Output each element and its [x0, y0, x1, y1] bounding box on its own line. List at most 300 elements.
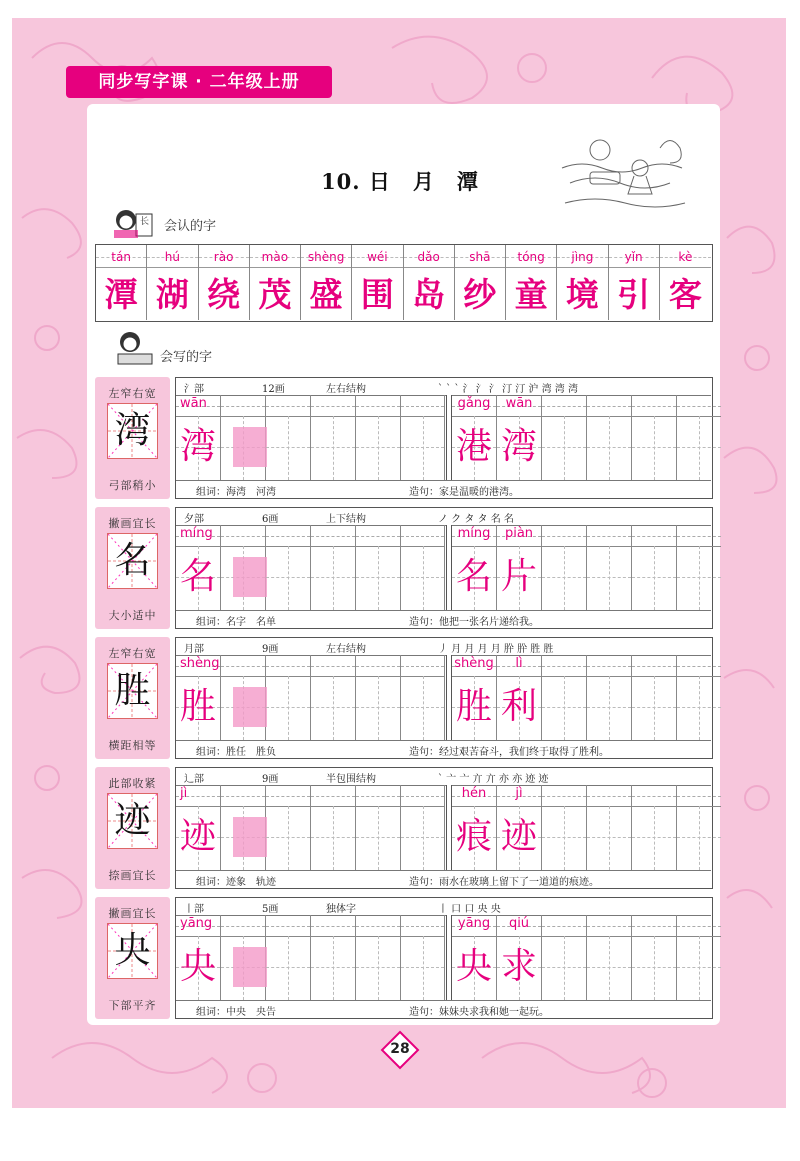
practice-cell[interactable] — [401, 915, 445, 1000]
pinyin-guide-line — [542, 926, 586, 927]
writing-tip-top: 撇画宜长 — [108, 907, 157, 920]
pinyin-guide-line — [356, 536, 400, 537]
pinyin-guide-line — [221, 666, 265, 667]
cell-vertical-guide — [609, 806, 610, 870]
lake-scene-illustration — [560, 128, 690, 218]
word-pinyin: shèng — [454, 656, 494, 671]
trace-character-shadow — [233, 817, 267, 857]
practice-cell[interactable] — [176, 785, 221, 870]
pinyin-guide-line — [266, 926, 310, 927]
pinyin-guide-line — [677, 796, 721, 797]
cell-horizontal-guide — [632, 447, 676, 448]
practice-cell[interactable] — [356, 915, 401, 1000]
cell-vertical-guide — [699, 546, 700, 610]
practice-cell[interactable] — [542, 395, 587, 480]
info-strokes: 9画 — [262, 774, 279, 785]
read-pinyin: shā — [469, 250, 491, 264]
practice-cell[interactable] — [266, 915, 311, 1000]
cell-horizontal-guide — [356, 707, 400, 708]
model-character-panel — [95, 377, 170, 499]
model-character-box — [107, 403, 158, 459]
usage-row — [176, 740, 711, 758]
cell-vertical-guide — [378, 546, 379, 610]
pinyin-base-line — [557, 267, 607, 268]
practice-cell[interactable] — [497, 655, 542, 740]
model-character-panel — [95, 897, 170, 1019]
grid-separator — [446, 525, 452, 610]
cell-horizontal-guide — [266, 447, 310, 448]
pinyin-guide-line — [401, 666, 444, 667]
read-character: 境 — [565, 275, 599, 314]
cell-vertical-guide — [423, 546, 424, 610]
cell-horizontal-guide — [401, 707, 444, 708]
pinyin-base-line — [352, 267, 402, 268]
writing-block — [95, 637, 713, 759]
practice-cell[interactable] — [632, 785, 677, 870]
pinyin-guide-line — [356, 406, 400, 407]
info-radical: 丨部 — [184, 904, 204, 915]
read-cell — [506, 245, 557, 320]
info-structure: 左右结构 — [326, 384, 366, 395]
page-number: 28 — [380, 1030, 420, 1070]
cell-horizontal-guide — [632, 837, 676, 838]
model-character: 胜 — [114, 670, 151, 711]
practice-cell[interactable] — [677, 785, 721, 870]
word-character: 央 — [455, 946, 492, 987]
cell-vertical-guide — [654, 546, 655, 610]
word-pinyin: hén — [461, 786, 487, 801]
pinyin-guide-line — [587, 926, 631, 927]
practice-cell[interactable] — [587, 655, 632, 740]
practice-area — [175, 897, 713, 1019]
sentence-example: 造句：雨水在玻璃上留下了一道道的痕迹。 — [409, 877, 599, 888]
read-pinyin: yǐn — [624, 250, 643, 264]
word-character: 求 — [500, 946, 537, 987]
cell-horizontal-guide — [542, 707, 586, 708]
practice-cell[interactable] — [497, 785, 542, 870]
pinyin-guide-line — [542, 406, 586, 407]
word-pinyin: míng — [457, 526, 491, 541]
practice-cell[interactable] — [452, 915, 497, 1000]
practice-cell[interactable] — [401, 395, 445, 480]
pinyin-guide-line — [401, 406, 444, 407]
pinyin-guide-line — [356, 926, 400, 927]
practice-cell[interactable] — [401, 655, 445, 740]
cell-vertical-guide — [333, 936, 334, 1000]
pinyin-guide-line — [632, 796, 676, 797]
word-pinyin: qiú — [508, 916, 530, 931]
read-characters-row — [95, 244, 713, 322]
pinyin-base-line — [147, 267, 197, 268]
pinyin-guide-line — [311, 926, 355, 927]
read-pinyin: jìng — [571, 250, 594, 264]
read-pinyin: kè — [678, 250, 693, 264]
read-pinyin: wéi — [367, 250, 388, 264]
practice-cell[interactable] — [542, 785, 587, 870]
info-structure: 半包围结构 — [326, 774, 376, 785]
read-cell — [199, 245, 250, 320]
info-structure: 左右结构 — [326, 644, 366, 655]
read-cell — [455, 245, 506, 320]
model-character: 名 — [114, 540, 151, 581]
practice-pinyin: shèng — [180, 656, 220, 671]
cell-vertical-guide — [699, 806, 700, 870]
pinyin-guide-line — [311, 796, 355, 797]
read-character: 绕 — [207, 275, 241, 314]
practice-cell[interactable] — [632, 915, 677, 1000]
pinyin-guide-line — [311, 406, 355, 407]
cell-vertical-guide — [423, 806, 424, 870]
cell-vertical-guide — [378, 806, 379, 870]
pinyin-guide-line — [632, 406, 676, 407]
word-pinyin: yāng — [457, 916, 491, 931]
word-examples: 组词：海湾 河湾 — [196, 487, 276, 498]
cell-vertical-guide — [699, 416, 700, 480]
cell-vertical-guide — [654, 416, 655, 480]
cell-horizontal-guide — [266, 577, 310, 578]
practice-cell[interactable] — [452, 655, 497, 740]
model-character-panel — [95, 767, 170, 889]
practice-cell[interactable] — [677, 915, 721, 1000]
pinyin-guide-line — [356, 796, 400, 797]
writing-block — [95, 377, 713, 499]
cell-horizontal-guide — [356, 967, 400, 968]
cell-vertical-guide — [423, 676, 424, 740]
read-cell — [147, 245, 198, 320]
practice-pinyin: wān — [180, 396, 207, 411]
writing-block — [95, 767, 713, 889]
read-character: 茂 — [258, 275, 292, 314]
pinyin-base-line — [96, 267, 146, 268]
info-radical: 夕部 — [184, 514, 204, 525]
character-info-row — [176, 378, 711, 396]
practice-cell[interactable] — [587, 395, 632, 480]
writing-tip-top: 左窄右宽 — [108, 387, 157, 400]
practice-cell[interactable] — [221, 655, 266, 740]
grid-separator — [446, 785, 452, 870]
practice-grid — [176, 395, 711, 480]
cell-horizontal-guide — [587, 967, 631, 968]
practice-grid — [176, 655, 711, 740]
read-cell — [301, 245, 352, 320]
character-info-row — [176, 768, 711, 786]
practice-character: 胜 — [179, 686, 216, 727]
pinyin-guide-line — [542, 536, 586, 537]
practice-cell[interactable] — [497, 525, 542, 610]
cell-vertical-guide — [564, 806, 565, 870]
cell-horizontal-guide — [542, 837, 586, 838]
practice-grid — [176, 915, 711, 1000]
read-cell — [557, 245, 608, 320]
read-pinyin: rào — [213, 250, 234, 264]
read-pinyin: tán — [111, 250, 131, 264]
read-pinyin: tóng — [517, 250, 545, 264]
cell-vertical-guide — [654, 676, 655, 740]
practice-cell[interactable] — [401, 785, 445, 870]
cell-horizontal-guide — [677, 967, 721, 968]
practice-cell[interactable] — [311, 655, 356, 740]
usage-row — [176, 480, 711, 498]
practice-cell[interactable] — [632, 655, 677, 740]
practice-area — [175, 507, 713, 629]
practice-cell[interactable] — [221, 395, 266, 480]
read-cell — [404, 245, 455, 320]
writing-block — [95, 507, 713, 629]
cell-horizontal-guide — [677, 707, 721, 708]
word-character: 片 — [500, 556, 537, 597]
practice-cell[interactable] — [587, 525, 632, 610]
pinyin-base-line — [301, 267, 351, 268]
practice-cell[interactable] — [356, 525, 401, 610]
cell-vertical-guide — [288, 936, 289, 1000]
practice-cell[interactable] — [497, 915, 542, 1000]
read-cell — [96, 245, 147, 320]
cell-horizontal-guide — [311, 577, 355, 578]
practice-cell[interactable] — [266, 395, 311, 480]
practice-cell[interactable] — [221, 525, 266, 610]
cell-horizontal-guide — [311, 707, 355, 708]
practice-cell[interactable] — [176, 525, 221, 610]
model-character: 湾 — [114, 410, 151, 451]
practice-cell[interactable] — [677, 395, 721, 480]
cell-horizontal-guide — [311, 447, 355, 448]
cell-horizontal-guide — [401, 967, 444, 968]
practice-grid — [176, 785, 711, 870]
info-order: ノ ク タ タ 名 名 — [438, 514, 514, 525]
practice-cell[interactable] — [401, 525, 445, 610]
pinyin-guide-line — [401, 926, 444, 927]
practice-pinyin: yāng — [180, 916, 213, 931]
word-pinyin: piàn — [504, 526, 534, 541]
pinyin-guide-line — [587, 796, 631, 797]
practice-cell[interactable] — [266, 655, 311, 740]
cell-horizontal-guide — [311, 837, 355, 838]
grid-separator — [446, 655, 452, 740]
writing-tip-bottom: 横距相等 — [108, 739, 157, 752]
section-badge: 长 — [140, 217, 150, 227]
info-order: ` ` ` 氵 氵 氵 汀 汀 沪 湾 湾 湾 — [438, 384, 578, 395]
usage-row — [176, 1000, 711, 1018]
practice-cell[interactable] — [356, 395, 401, 480]
practice-cell[interactable] — [311, 525, 356, 610]
grid-separator — [446, 915, 452, 1000]
pinyin-guide-line — [677, 666, 721, 667]
writing-tip-bottom: 捺画宜长 — [108, 869, 157, 882]
pinyin-base-line — [660, 267, 711, 268]
word-pinyin: jì — [515, 786, 523, 801]
cell-horizontal-guide — [587, 837, 631, 838]
practice-cell[interactable] — [266, 785, 311, 870]
word-examples: 组词：胜任 胜负 — [196, 747, 276, 758]
cell-vertical-guide — [333, 546, 334, 610]
writing-tip-bottom: 大小适中 — [108, 609, 157, 622]
read-character: 湖 — [155, 275, 189, 314]
pinyin-guide-line — [677, 536, 721, 537]
pinyin-guide-line — [542, 796, 586, 797]
usage-row — [176, 610, 711, 628]
pinyin-guide-line — [266, 406, 310, 407]
usage-row — [176, 870, 711, 888]
pinyin-base-line — [199, 267, 249, 268]
pinyin-guide-line — [221, 406, 265, 407]
pinyin-guide-line — [401, 536, 444, 537]
read-character: 盛 — [309, 275, 343, 314]
info-radical: 月部 — [184, 644, 204, 655]
cell-vertical-guide — [609, 676, 610, 740]
practice-cell[interactable] — [356, 785, 401, 870]
model-character-box — [107, 923, 158, 979]
cell-vertical-guide — [564, 416, 565, 480]
practice-character: 名 — [179, 556, 216, 597]
info-radical: 氵部 — [184, 384, 204, 395]
character-info-row — [176, 638, 711, 656]
practice-cell[interactable] — [221, 785, 266, 870]
word-pinyin: wān — [505, 396, 533, 411]
pinyin-guide-line — [677, 926, 721, 927]
model-character: 迹 — [114, 800, 151, 841]
cell-horizontal-guide — [632, 707, 676, 708]
pinyin-guide-line — [356, 666, 400, 667]
cell-horizontal-guide — [677, 447, 721, 448]
pinyin-guide-line — [266, 666, 310, 667]
word-examples: 组词：迹象 轨迹 — [196, 877, 276, 888]
cell-vertical-guide — [609, 546, 610, 610]
cell-vertical-guide — [288, 546, 289, 610]
practice-cell[interactable] — [587, 785, 632, 870]
cell-horizontal-guide — [356, 577, 400, 578]
cell-horizontal-guide — [677, 577, 721, 578]
practice-area — [175, 377, 713, 499]
read-cell — [660, 245, 711, 320]
model-character-box — [107, 663, 158, 719]
read-pinyin: mào — [261, 250, 289, 264]
info-structure: 独体字 — [326, 904, 356, 915]
cell-vertical-guide — [564, 676, 565, 740]
cell-vertical-guide — [609, 936, 610, 1000]
practice-cell[interactable] — [452, 785, 497, 870]
cell-horizontal-guide — [587, 577, 631, 578]
section-write-label: 会写的字 — [160, 350, 213, 365]
cell-vertical-guide — [654, 936, 655, 1000]
character-info-row — [176, 508, 711, 526]
practice-cell[interactable] — [176, 655, 221, 740]
cell-vertical-guide — [288, 676, 289, 740]
practice-cell[interactable] — [677, 655, 721, 740]
pinyin-base-line — [609, 267, 659, 268]
practice-cell[interactable] — [632, 395, 677, 480]
info-radical: 辶部 — [184, 774, 204, 785]
sentence-example: 造句：家是温暖的港湾。 — [409, 487, 519, 498]
pinyin-guide-line — [311, 666, 355, 667]
practice-cell[interactable] — [356, 655, 401, 740]
pinyin-guide-line — [542, 666, 586, 667]
cell-vertical-guide — [564, 546, 565, 610]
cell-horizontal-guide — [266, 967, 310, 968]
practice-cell[interactable] — [542, 915, 587, 1000]
practice-area — [175, 767, 713, 889]
read-cell — [352, 245, 403, 320]
cell-horizontal-guide — [587, 707, 631, 708]
practice-cell[interactable] — [452, 395, 497, 480]
pinyin-guide-line — [401, 796, 444, 797]
cell-horizontal-guide — [677, 837, 721, 838]
word-character: 湾 — [500, 426, 537, 467]
practice-cell[interactable] — [632, 525, 677, 610]
practice-cell[interactable] — [587, 915, 632, 1000]
practice-cell[interactable] — [266, 525, 311, 610]
practice-cell[interactable] — [542, 655, 587, 740]
trace-character-shadow — [233, 427, 267, 467]
pinyin-guide-line — [266, 536, 310, 537]
cell-vertical-guide — [609, 416, 610, 480]
word-character: 名 — [455, 556, 492, 597]
practice-cell[interactable] — [497, 395, 542, 480]
practice-cell[interactable] — [176, 915, 221, 1000]
practice-cell[interactable] — [542, 525, 587, 610]
word-character: 痕 — [455, 816, 492, 857]
practice-cell[interactable] — [677, 525, 721, 610]
page-title: 10. 日 月 潭 — [321, 169, 479, 194]
cell-vertical-guide — [378, 676, 379, 740]
girl-writing-icon — [112, 330, 158, 366]
series-badge: 同步写字课 · 二年级上册 — [66, 66, 332, 98]
sentence-example: 造句：妹妹央求我和她一起玩。 — [409, 1007, 549, 1018]
info-order: 丨 口 口 央 央 — [438, 904, 501, 915]
practice-cell[interactable] — [176, 395, 221, 480]
girl-reading-icon — [110, 206, 156, 240]
cell-horizontal-guide — [542, 577, 586, 578]
read-pinyin: hú — [164, 250, 180, 264]
practice-cell[interactable] — [311, 785, 356, 870]
info-strokes: 5画 — [262, 904, 279, 915]
cell-horizontal-guide — [356, 447, 400, 448]
writing-tip-top: 此部收紧 — [108, 777, 157, 790]
cell-horizontal-guide — [401, 577, 444, 578]
pinyin-base-line — [455, 267, 505, 268]
cell-horizontal-guide — [542, 447, 586, 448]
cell-vertical-guide — [288, 806, 289, 870]
practice-cell[interactable] — [221, 915, 266, 1000]
cell-vertical-guide — [564, 936, 565, 1000]
read-character: 潭 — [104, 275, 138, 314]
trace-character-shadow — [233, 947, 267, 987]
info-order: 丿 月 月 月 月 肸 肸 胜 胜 — [438, 644, 554, 655]
writing-block — [95, 897, 713, 1019]
practice-character: 央 — [179, 946, 216, 987]
practice-cell[interactable] — [452, 525, 497, 610]
pinyin-guide-line — [677, 406, 721, 407]
cell-horizontal-guide — [266, 707, 310, 708]
cell-horizontal-guide — [632, 577, 676, 578]
pinyin-guide-line — [266, 796, 310, 797]
practice-cell[interactable] — [311, 915, 356, 1000]
read-cell — [609, 245, 660, 320]
word-character: 港 — [455, 426, 492, 467]
practice-character: 湾 — [179, 426, 216, 467]
pinyin-guide-line — [632, 666, 676, 667]
cell-vertical-guide — [333, 416, 334, 480]
read-pinyin: shèng — [307, 250, 345, 264]
model-character-panel — [95, 637, 170, 759]
cell-horizontal-guide — [311, 967, 355, 968]
pinyin-guide-line — [221, 536, 265, 537]
pinyin-guide-line — [632, 926, 676, 927]
cell-horizontal-guide — [266, 837, 310, 838]
practice-grid — [176, 525, 711, 610]
practice-cell[interactable] — [311, 395, 356, 480]
practice-character: 迹 — [179, 816, 216, 857]
read-character: 童 — [514, 275, 548, 314]
